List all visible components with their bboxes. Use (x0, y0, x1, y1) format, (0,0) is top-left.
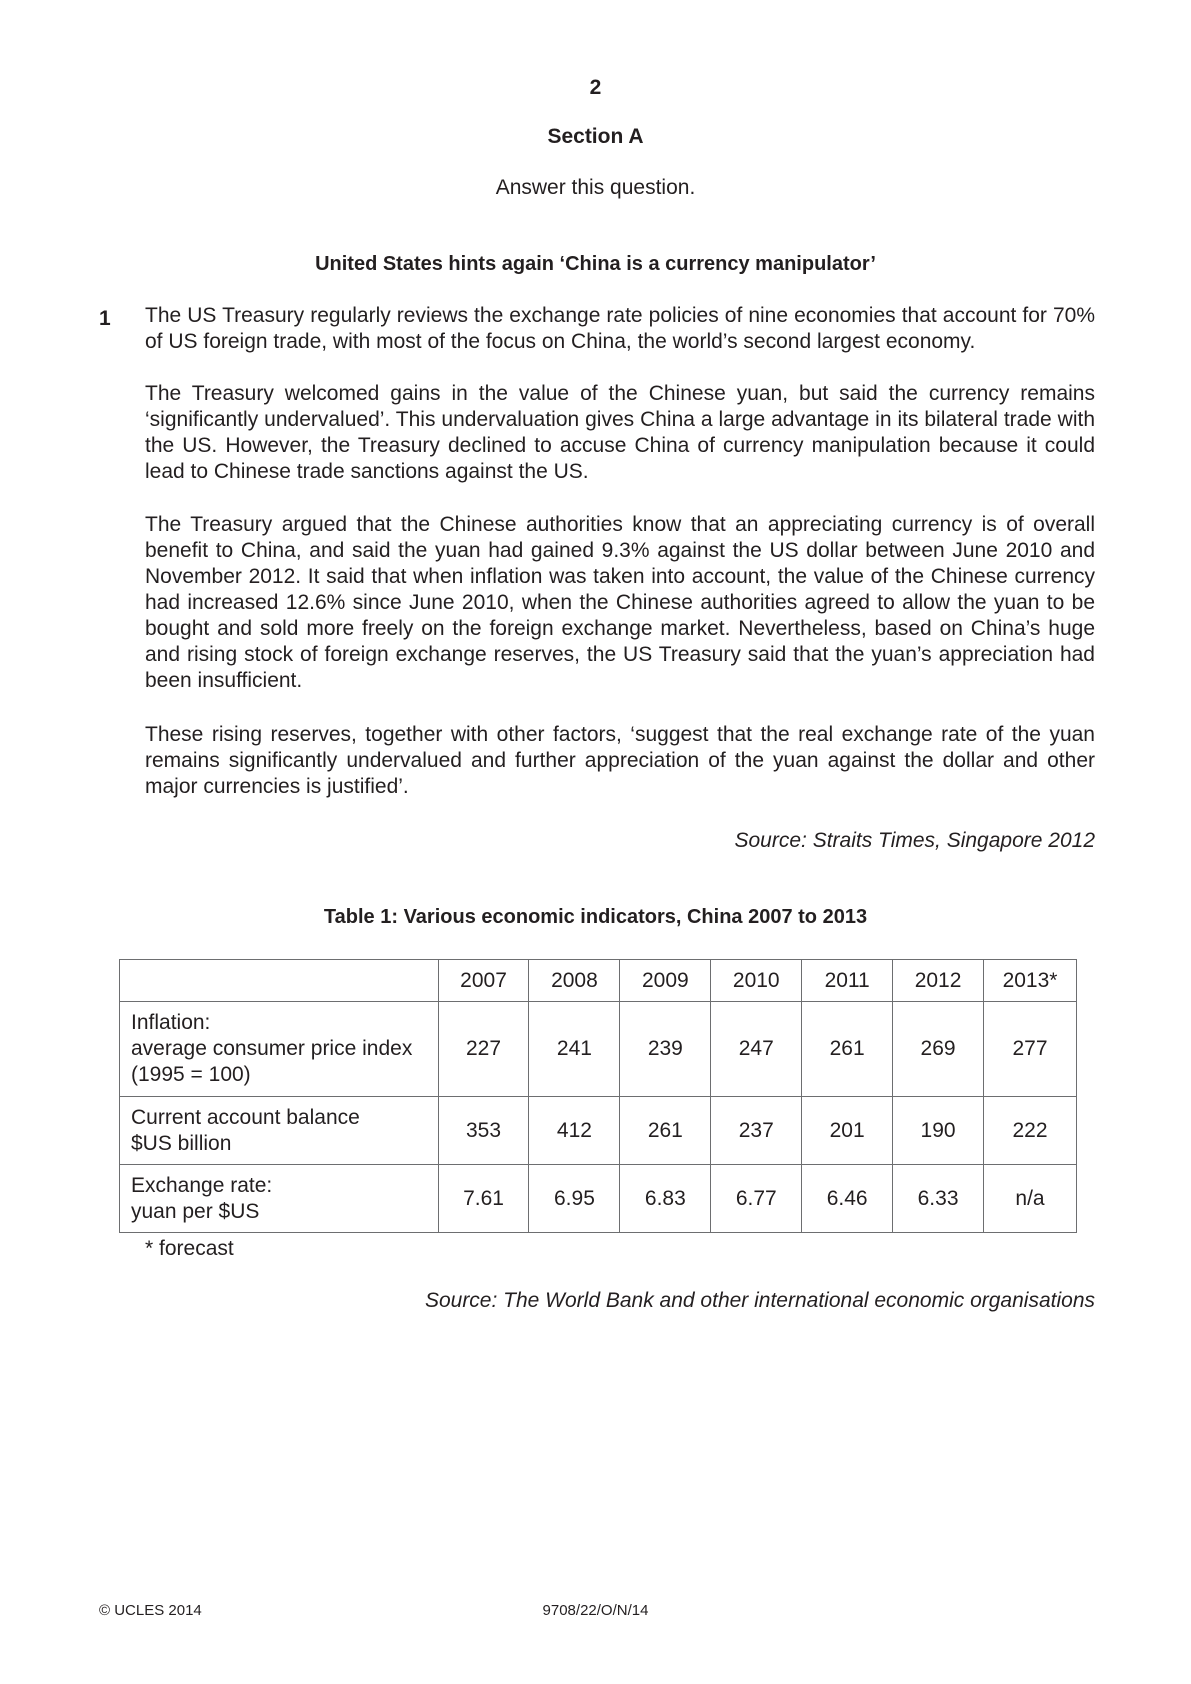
section-title: Section A (547, 125, 644, 148)
table-cell: 6.46 (802, 1165, 893, 1233)
row-label (120, 1165, 439, 1233)
table-cell: 247 (711, 1002, 802, 1097)
table-cell: 269 (893, 1002, 984, 1097)
table-cell: 190 (893, 1097, 984, 1165)
table-cell: 261 (620, 1097, 711, 1165)
indicators-table (119, 959, 1077, 1233)
table-source: Source: The World Bank and other international economic organisations (424, 1289, 1095, 1312)
table-title: Table 1: Various economic indicators, China 2007 to 2013 (323, 906, 868, 928)
article-source: Source: Straits Times, Singapore 2012 (734, 829, 1095, 852)
table-cell: 241 (529, 1002, 620, 1097)
footer-paper-code: 9708/22/O/N/14 (542, 1602, 649, 1619)
year-header: 2008 (529, 960, 620, 1002)
year-header: 2009 (620, 960, 711, 1002)
table-cell: 6.77 (711, 1165, 802, 1233)
row-label-line: Inflation: (131, 1011, 211, 1034)
row-label-line: yuan per $US (131, 1199, 260, 1223)
table-cell: 6.83 (620, 1165, 711, 1233)
table-row-current-account (120, 1097, 1077, 1165)
instruction: Answer this question. (495, 176, 696, 199)
row-label-line: Current account balance (131, 1105, 360, 1129)
paragraph-3: The Treasury argued that the Chinese authorities know that an appreciating currency is of overall benefit to China, and said the yuan had gained 9.3% against the US dollar between June 2010 and November 2012. It said that when inflation was taken into account, the value of the Chinese currency had increased 12.6% since June 2010, when the Chinese authorities agreed to allow the yuan to be bought and sold more freely on the foreign exchange market. Nevertheless, based on China’s huge and rising stock of foreign exchange reserves, the US Treasury said that the yuan’s appreciation had been insufficient. (145, 513, 1095, 692)
table-footnote: * forecast (145, 1237, 234, 1260)
table-cell: 7.61 (438, 1165, 529, 1233)
question-number: 1 (99, 307, 111, 330)
paragraph-4: These rising reserves, together with other factors, ‘suggest that the real exchange rate of the yuan remains significantly undervalued and further appreciation of the yuan against the dollar and other major currencies is justified’. (145, 723, 1095, 798)
table-cell: n/a (984, 1165, 1077, 1233)
paragraph-1: The US Treasury regularly reviews the exchange rate policies of nine economies that account for 70% of US foreign trade, with most of the focus on China, the world’s second largest economy. (145, 304, 1095, 353)
row-label-line: Exchange rate: (131, 1173, 273, 1197)
year-header: 2012 (893, 960, 984, 1002)
year-header: 2007 (438, 960, 529, 1002)
table-cell: 237 (711, 1097, 802, 1165)
row-label (120, 1002, 439, 1097)
table-header-row (120, 960, 1077, 1002)
article-title: United States hints again ‘China is a currency manipulator’ (315, 253, 876, 275)
header-empty-cell (120, 960, 439, 1002)
row-label-line: (1995 = 100) (131, 1063, 251, 1086)
table-cell: 222 (984, 1097, 1077, 1165)
paragraph-2: The Treasury welcomed gains in the value of the Chinese yuan, but said the currency remains ‘significantly undervalued’. This undervaluation gives China a large advantage in its bilateral trade with the US. However, the Treasury declined to accuse China of currency manipulation because it could lead to Chinese trade sanctions against the US. (145, 382, 1095, 483)
table-cell: 6.95 (529, 1165, 620, 1233)
year-header: 2010 (711, 960, 802, 1002)
footer-copyright: © UCLES 2014 (99, 1602, 202, 1619)
year-header: 2013* (984, 960, 1077, 1002)
page-number: 2 (589, 76, 602, 99)
table-cell: 227 (438, 1002, 529, 1097)
row-label-line: average consumer price index (131, 1037, 413, 1060)
table-row-exchange-rate (120, 1165, 1077, 1233)
table-row-inflation (120, 1002, 1077, 1097)
table-cell: 201 (802, 1097, 893, 1165)
row-label (120, 1097, 439, 1165)
table-cell: 277 (984, 1002, 1077, 1097)
table-cell: 6.33 (893, 1165, 984, 1233)
table-cell: 353 (438, 1097, 529, 1165)
row-label-line: $US billion (131, 1131, 232, 1155)
year-header: 2011 (802, 960, 893, 1002)
table-cell: 412 (529, 1097, 620, 1165)
table-cell: 261 (802, 1002, 893, 1097)
table-cell: 239 (620, 1002, 711, 1097)
